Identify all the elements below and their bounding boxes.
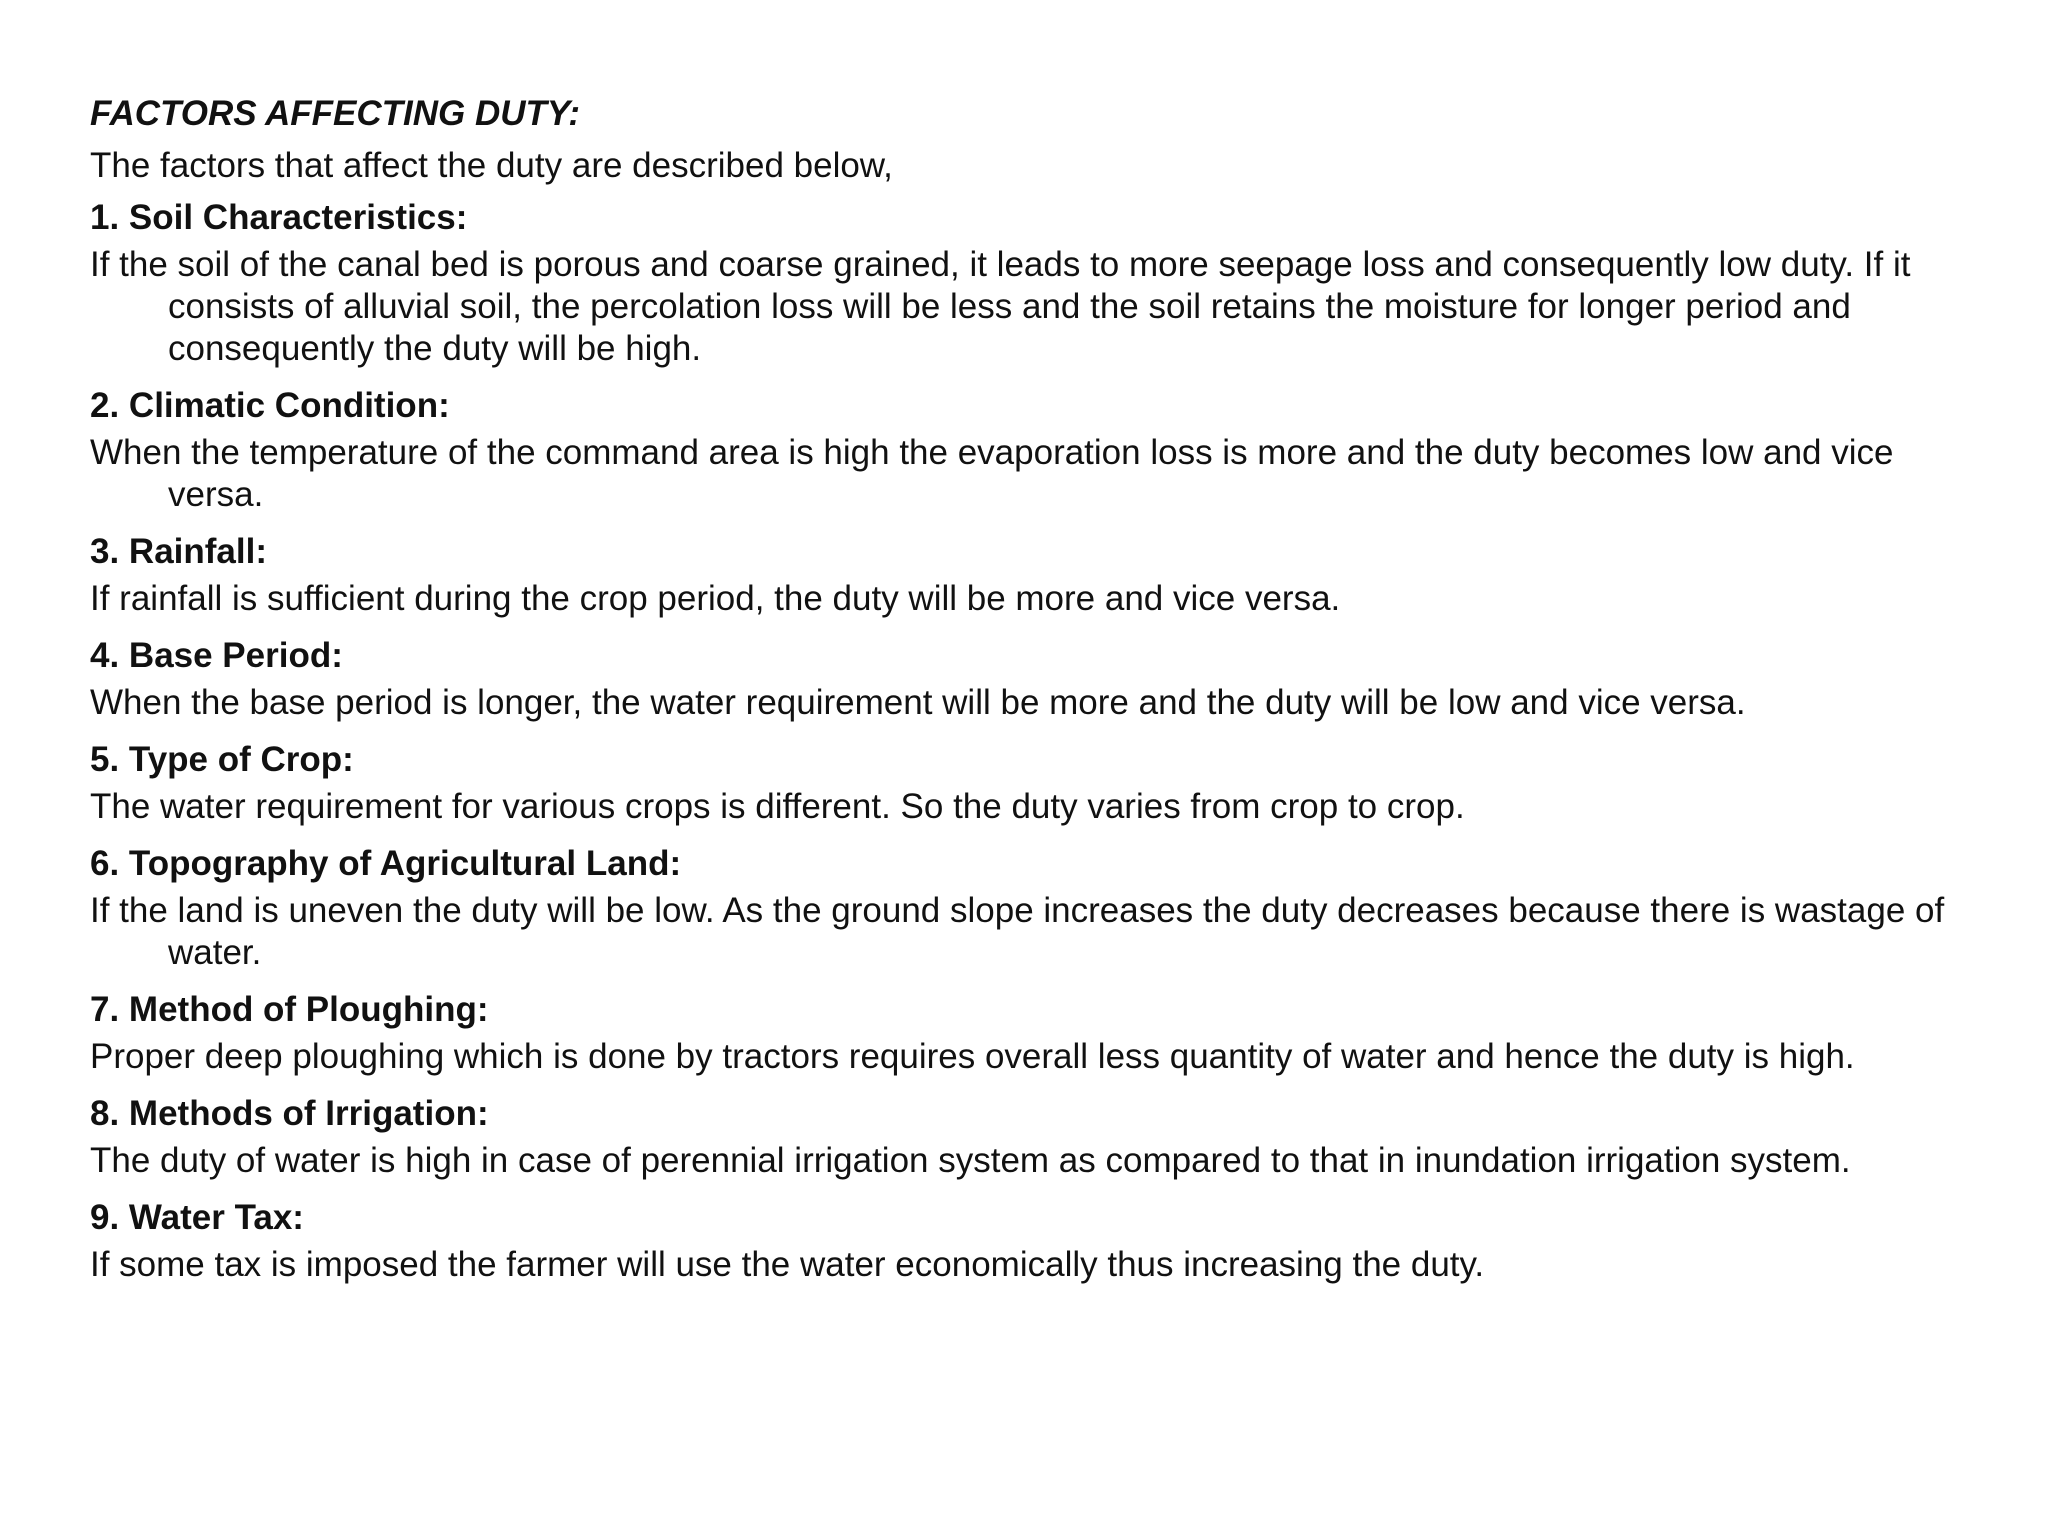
factor-body-climate: When the temperature of the command area is high the evaporation loss is more and the duty becomes low and vice versa.: [90, 433, 1894, 514]
factor-heading-rainfall: 3. Rainfall:: [90, 532, 267, 571]
slide-content: [90, 88, 1990, 1296]
factor-heading-soil: 1. Soil Characteristics:: [90, 198, 468, 237]
factor-body-ploughing: Proper deep ploughing which is done by tractors requires overall less quantity of water and hence the duty is high.: [90, 1037, 1855, 1076]
factor-heading-ploughing: 7. Method of Ploughing:: [90, 990, 489, 1029]
factor-body-irrigation: The duty of water is high in case of perennial irrigation system as compared to that in inundation irrigation system.: [90, 1141, 1851, 1180]
factor-heading-topography: 6. Topography of Agricultural Land:: [90, 844, 682, 883]
factor-heading-base-period: 4. Base Period:: [90, 636, 343, 675]
factor-body-base-period: When the base period is longer, the water requirement will be more and the duty will be low and vice versa.: [90, 683, 1746, 722]
factor-heading-climate: 2. Climatic Condition:: [90, 386, 450, 425]
page-title: FACTORS AFFECTING DUTY:: [90, 94, 580, 133]
factor-body-crop-type: The water requirement for various crops is different. So the duty varies from crop to crop.: [90, 787, 1465, 826]
factor-body-rainfall: If rainfall is sufficient during the crop period, the duty will be more and vice versa.: [90, 579, 1341, 618]
factor-body-soil: If the soil of the canal bed is porous and coarse grained, it leads to more seepage loss and consequently low duty. If it consists of alluvial soil, the percolation loss will be less and the soil retains the moisture for longer period and consequently the duty will be high.: [90, 245, 1911, 368]
factor-body-water-tax: If some tax is imposed the farmer will use the water economically thus increasing the duty.: [90, 1245, 1485, 1284]
factor-heading-irrigation: 8. Methods of Irrigation:: [90, 1094, 489, 1133]
factor-body-topography: If the land is uneven the duty will be low. As the ground slope increases the duty decreases because there is wastage of water.: [90, 891, 1945, 972]
factor-heading-water-tax: 9. Water Tax:: [90, 1198, 304, 1237]
factor-heading-crop-type: 5. Type of Crop:: [90, 740, 354, 779]
intro-text: The factors that affect the duty are described below,: [90, 146, 893, 185]
